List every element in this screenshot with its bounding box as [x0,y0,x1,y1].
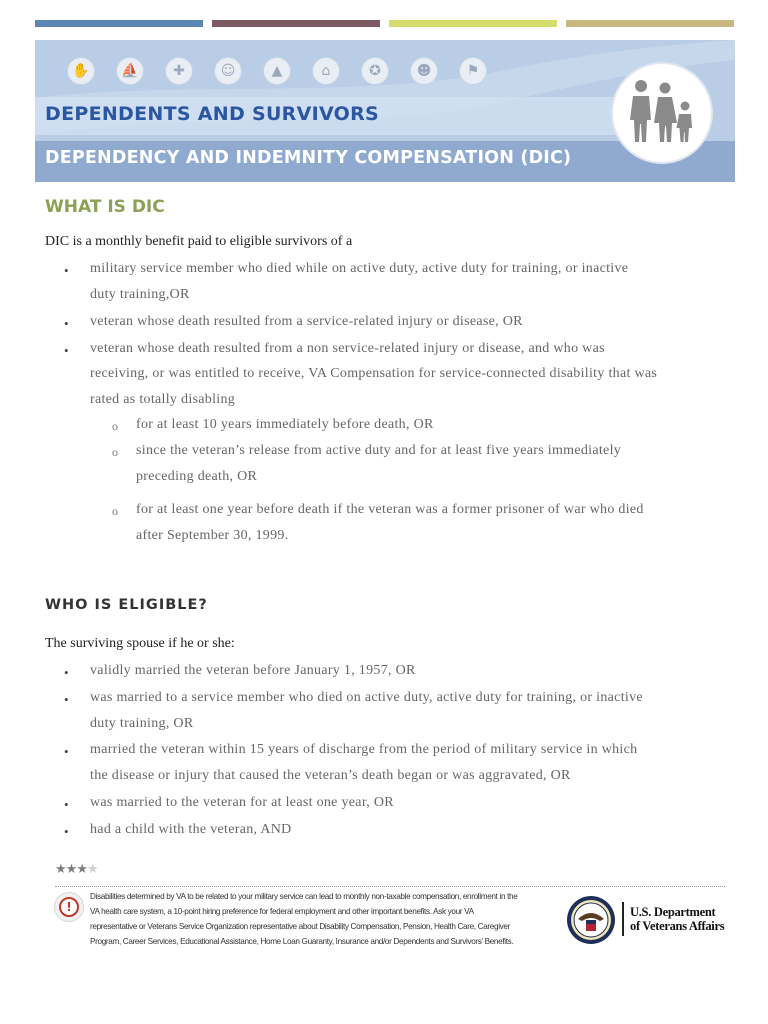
medical-icon: ✚ [165,57,193,85]
footer-notice-line: VA health care system, a 10-point hiring preference for federal employment and other important benefits. Ask your VA [90,907,474,916]
people-icon: ☻ [410,57,438,85]
bullet-icon: • [64,824,69,839]
what-subitem-1-line-1: for at least 10 years immediately before death, OR [136,417,434,432]
handshake-icon: ✋ [67,57,95,85]
va-name-line-1: U.S. Department [630,905,716,919]
va-divider [622,902,624,936]
color-bar-yellow [389,20,557,27]
rating-stars[interactable] [55,862,98,877]
what-subitem-2-line-2: preceding death, OR [136,469,258,484]
who-item-5-line-1: had a child with the veteran, AND [90,822,292,837]
footer-notice-line: representative or Veterans Service Organization representative about Disability Compensation, Pension, Health Care, Caregiver [90,922,510,931]
what-is-dic-heading: WHAT IS DIC [45,197,165,217]
va-name-line-2: of Veterans Affairs [630,919,725,933]
star-empty-icon[interactable]: ★ [86,862,98,877]
house-icon: ⌂ [312,57,340,85]
color-bar-maroon [212,20,380,27]
family-icon-circle [611,62,713,164]
who-item-2-line-1: was married to a service member who died on active duty, active duty for training, or inactive [90,690,643,705]
dotted-divider [55,886,725,887]
va-department-name [630,905,724,933]
va-seal-logo [566,895,616,945]
circle-bullet-icon: o [112,445,118,459]
who-item-1-line-1: validly married the veteran before January 1, 1957, OR [90,663,416,678]
star-filled-icon[interactable]: ★ [55,862,66,877]
bullet-icon: • [64,797,69,812]
seal-icon: ✪ [361,57,389,85]
what-subitem-3-line-2: after September 30, 1999. [136,528,289,543]
who-item-4-line-1: was married to the veteran for at least one year, OR [90,795,394,810]
header-banner [35,40,735,182]
warning-icon [54,892,84,922]
who-intro: The surviving spouse if he or she: [45,636,235,651]
family-icon: ☺ [214,57,242,85]
bullet-icon: • [64,316,69,331]
what-intro: DIC is a monthly benefit paid to eligible survivors of a [45,234,353,249]
bullet-icon: • [64,665,69,680]
banner-title: DEPENDENTS AND SURVIVORS [45,103,380,125]
what-item-1-line-2: duty training,OR [90,287,190,302]
star-filled-icon[interactable]: ★ [76,862,87,877]
who-item-3-line-2: the disease or injury that caused the veteran’s death began or was aggravated, OR [90,768,571,783]
footer-notice [90,889,555,949]
footer-notice-line: Disabilities determined by VA to be related to your military service can lead to monthly non-taxable compensation, enrollment in the [90,892,518,901]
family-silhouette-icon [613,64,711,162]
what-subitem-3-line-1: for at least one year before death if the veteran was a former prisoner of war who died [136,502,644,517]
what-item-3-line-2: receiving, or was entitled to receive, VA Compensation for service-connected disability that was [90,366,658,381]
footer-notice-line: Program, Career Services, Educational Assistance, Home Loan Guaranty, Insurance and/or Dependents and Survivors’ Benefits. [90,937,514,946]
circle-bullet-icon: o [112,504,118,518]
bullet-icon: • [64,343,69,358]
what-item-2-line-1: veteran whose death resulted from a service-related injury or disease, OR [90,314,523,329]
bullet-icon: • [64,744,69,759]
circle-bullet-icon: o [112,419,118,433]
exclamation-icon: ! [59,897,79,917]
flag-icon: ⚑ [459,57,487,85]
who-is-eligible-heading: WHO IS ELIGIBLE? [45,597,208,613]
bullet-icon: • [64,692,69,707]
star-filled-icon[interactable]: ★ [65,862,77,877]
who-item-3-line-1: married the veteran within 15 years of discharge from the period of military service in which [90,742,638,757]
graduation-cap-icon: ▲ [263,57,291,85]
color-bar-blue [35,20,203,27]
what-item-1-line-1: military service member who died while on active duty, active duty for training, or inactive [90,261,629,276]
who-item-2-line-2: duty training, OR [90,716,194,731]
what-item-3-line-1: veteran whose death resulted from a non service-related injury or disease, and who was [90,341,605,356]
bullet-icon: • [64,263,69,278]
banner-subtitle: DEPENDENCY AND INDEMNITY COMPENSATION (DIC) [45,148,572,168]
color-bar-tan [566,20,734,27]
top-color-bars [35,20,735,27]
what-item-3-line-3: rated as totally disabling [90,392,236,407]
ship-icon: ⛵ [116,57,144,85]
what-subitem-2-line-1: since the veteran’s release from active duty and for at least five years immediately [136,443,622,458]
